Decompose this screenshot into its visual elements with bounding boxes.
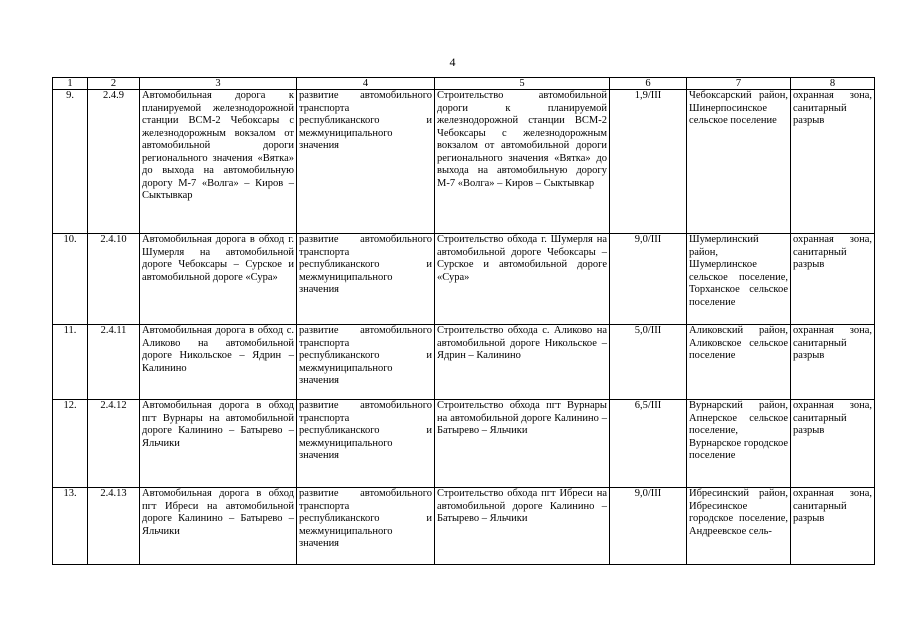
row-number: 11. bbox=[53, 325, 88, 400]
row-code: 2.4.11 bbox=[88, 325, 140, 400]
zone: охранная зона, санитарный разрыв bbox=[791, 488, 875, 565]
row-code: 2.4.10 bbox=[88, 234, 140, 325]
header-cell: 8 bbox=[791, 78, 875, 90]
header-cell: 3 bbox=[140, 78, 297, 90]
location: Вурнарский район, Апнерское сельское поселение, Вурнарское городское поселение bbox=[687, 400, 791, 488]
data-table bbox=[52, 77, 875, 565]
purpose: развитие автомобильного транспорта республиканского и межмуниципального значения bbox=[297, 488, 435, 565]
location: Шумерлинский район, Шумерлинское сельское поселение, Торханское сельское поселение bbox=[687, 234, 791, 325]
header-cell: 5 bbox=[435, 78, 610, 90]
row-number: 12. bbox=[53, 400, 88, 488]
object-name: Автомобильная дорога в обход пгт Вурнары на автомобильной дороге Калинино – Батырево – Яльчики bbox=[140, 400, 297, 488]
row-number: 9. bbox=[53, 90, 88, 234]
purpose: развитие автомобильного транспорта республиканского и межмуниципального значения bbox=[297, 400, 435, 488]
purpose: развитие автомобильного транспорта республиканского и межмуниципального значения bbox=[297, 90, 435, 234]
length-category: 1,9/III bbox=[610, 90, 687, 234]
location: Ибресинский район, Ибресинское городское поселение, Андреевское сель- bbox=[687, 488, 791, 565]
activity: Строительство обхода пгт Ибреси на автомобильной дороге Калинино – Батырево – Яльчики bbox=[435, 488, 610, 565]
row-code: 2.4.9 bbox=[88, 90, 140, 234]
activity: Строительство обхода с. Аликово на автомобильной дороге Никольское – Ядрин – Калинино bbox=[435, 325, 610, 400]
purpose: развитие автомобильного транспорта республиканского и межмуниципального значения bbox=[297, 325, 435, 400]
zone: охранная зона, санитарный разрыв bbox=[791, 234, 875, 325]
table-row bbox=[53, 90, 875, 234]
object-name: Автомобильная дорога в обход пгт Ибреси на автомобильной дороге Калинино – Батырево – Яльчики bbox=[140, 488, 297, 565]
zone: охранная зона, санитарный разрыв bbox=[791, 325, 875, 400]
activity: Строительство обхода пгт Вурнары на автомобильной дороге Калинино – Батырево – Яльчики bbox=[435, 400, 610, 488]
header-cell: 2 bbox=[88, 78, 140, 90]
header-cell: 1 bbox=[53, 78, 88, 90]
purpose: развитие автомобильного транспорта республиканского и межмуниципального значения bbox=[297, 234, 435, 325]
zone: охранная зона, санитарный разрыв bbox=[791, 90, 875, 234]
row-code: 2.4.12 bbox=[88, 400, 140, 488]
length-category: 6,5/III bbox=[610, 400, 687, 488]
location: Аликовский район, Аликовское сельское поселение bbox=[687, 325, 791, 400]
length-category: 9,0/III bbox=[610, 488, 687, 565]
object-name: Автомобильная дорога в обход г. Шумерля на автомобильной дороге Чебоксары – Сурское и автомобильной дороге «Сура» bbox=[140, 234, 297, 325]
table-row bbox=[53, 488, 875, 565]
table-row bbox=[53, 325, 875, 400]
object-name: Автомобильная дорога к планируемой железнодорожной станции ВСМ-2 Чебоксары с железнодорожным вокзалом от автомобильной дороги регионального значения «Вятка» до выхода на автомобильную дорогу М-7 «Волга» – Киров – Сыктывкар bbox=[140, 90, 297, 234]
row-number: 13. bbox=[53, 488, 88, 565]
header-cell: 6 bbox=[610, 78, 687, 90]
header-cell: 4 bbox=[297, 78, 435, 90]
location: Чебоксарский район, Шинерпосинское сельское поселение bbox=[687, 90, 791, 234]
zone: охранная зона, санитарный разрыв bbox=[791, 400, 875, 488]
activity: Строительство автомобильной дороги к планируемой железнодорожной станции ВСМ-2 Чебоксары с железнодорожным вокзалом от автомобильной дороги регионального значения «Вятка» до выхода на автомобильную дорогу М-7 «Волга» – Киров – Сыктывкар bbox=[435, 90, 610, 234]
length-category: 9,0/III bbox=[610, 234, 687, 325]
table-row bbox=[53, 400, 875, 488]
table-row bbox=[53, 234, 875, 325]
page-number: 4 bbox=[449, 55, 456, 69]
header-cell: 7 bbox=[687, 78, 791, 90]
row-code: 2.4.13 bbox=[88, 488, 140, 565]
object-name: Автомобильная дорога в обход с. Аликово на автомобильной дороге Никольское – Ядрин – Калинино bbox=[140, 325, 297, 400]
header-row bbox=[53, 78, 875, 90]
row-number: 10. bbox=[53, 234, 88, 325]
length-category: 5,0/III bbox=[610, 325, 687, 400]
activity: Строительство обхода г. Шумерля на автомобильной дороге Чебоксары – Сурское и автомобильной дороге «Сура» bbox=[435, 234, 610, 325]
